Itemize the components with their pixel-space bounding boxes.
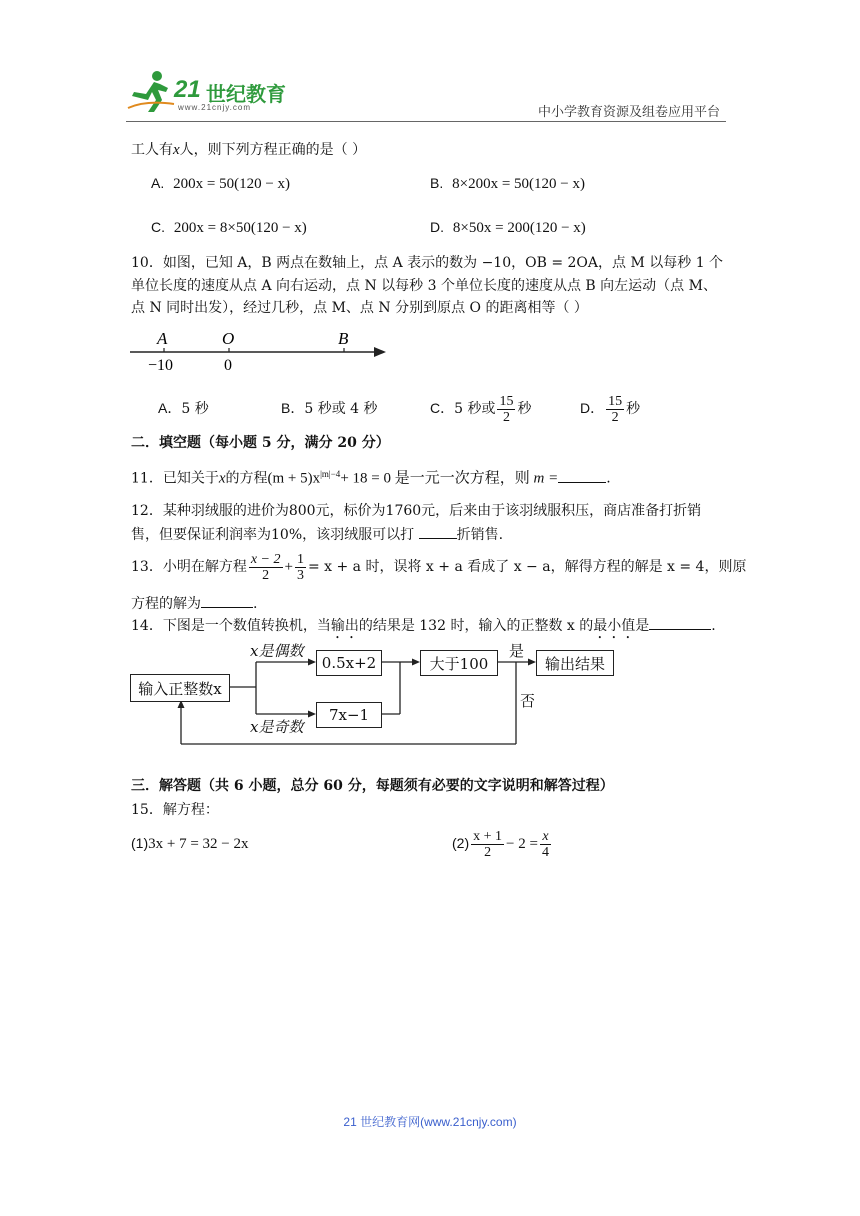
q9-option-b: B. 8×200x = 50(120 − x) xyxy=(430,175,586,192)
section-3-title: 三．解答题（共 6 小题，总分 60 分，每题须有必要的文字说明和解答过程） xyxy=(131,778,614,794)
point-o-label: O xyxy=(222,329,235,348)
point-o-value: 0 xyxy=(224,357,232,374)
q12-answer-blank xyxy=(419,524,457,539)
logo-url: www.21cnjy.com xyxy=(178,103,251,112)
q12-line1: 12．某种羽绒服的进价为800元，标价为1760元，后来由于该羽绒服积压，商店准备打折销 xyxy=(131,503,702,519)
q9-option-a: A. 200x = 50(120 − x) xyxy=(151,175,291,192)
flow-condition-box: 大于100 xyxy=(420,650,498,676)
flowchart xyxy=(128,640,618,750)
logo-text: 世纪教育 xyxy=(206,84,286,106)
q10-line2: 单位长度的速度从点 A 向右运动，点 N 以每秒 3 个单位长度的速度从点 B 向左运动（点 M、 xyxy=(131,278,717,294)
q13-line2: 方程的解为 . xyxy=(131,593,257,614)
point-a-value: −10 xyxy=(148,357,174,374)
q12-line2: 售，但要保证利润率为10%，该羽绒服可以打 折销售. xyxy=(131,524,503,545)
q15-part1: (1)3x + 7 = 32 − 2x xyxy=(131,835,249,852)
q14-answer-blank xyxy=(649,615,711,630)
footer-text: 21 世纪教育网(www.21cnjy.com) xyxy=(343,1115,517,1129)
q11-answer-blank xyxy=(558,468,606,483)
point-a-label: A xyxy=(157,329,168,348)
q9-option-c: C. 200x = 8×50(120 − x) xyxy=(151,219,307,236)
header xyxy=(0,0,860,125)
flow-output-box: 输出结果 xyxy=(536,650,614,676)
logo-number: 21 xyxy=(174,76,201,103)
flow-yes-label: 是 xyxy=(509,642,525,660)
section-2-title: 二．填空题（每小题 5 分，满分 20 分） xyxy=(131,435,390,451)
q11: 11．已知关于x的方程$(m + 5)x^{|m|-4}+ 18 = 0$ 是一元一次方程，则 m = . xyxy=(131,469,611,487)
q10-option-c: C．5 秒或 $\frac{15}{2}$ 秒 xyxy=(430,393,532,425)
point-b-label: B xyxy=(338,329,349,348)
number-line-diagram xyxy=(128,326,390,376)
q10-option-b: B．5 秒或 4 秒 xyxy=(281,400,378,417)
q10-option-d: D． $\frac{15}{2}$ 秒 xyxy=(580,393,641,425)
q15-stem: 15．解方程： xyxy=(131,802,219,818)
q15-part2: (2) $\frac{x + 1}{2}$ − 2 = $\frac{x}{4}$ xyxy=(452,828,549,860)
platform-name: 中小学教育资源及组卷应用平台 xyxy=(538,104,721,119)
flow-input-box: 输入正整数x xyxy=(130,674,230,702)
q9-stem: 工人有x人，则下列方程正确的是（ ） xyxy=(131,142,367,158)
q9-option-d: D. 8×50x = 200(120 − x) xyxy=(430,219,586,236)
q13-line1: 13．小明在解方程 $\frac{x - 2}{2}$ + $\frac{1}{3}$ = x + a 时，误将 x + a 看成了 x − a，解得方程的解是 x = 4，则原 xyxy=(131,551,747,583)
q14-stem: 14．下图是一个数值转换机，当输出的结果是 132 时，输入的正整数 x 的最小值是 . xyxy=(131,615,716,642)
flow-no-label: 否 xyxy=(520,692,536,710)
flow-odd-label: x是奇数 xyxy=(250,718,304,736)
runner-icon xyxy=(126,70,176,114)
flow-even-label: x是偶数 xyxy=(250,642,304,660)
q10-line3: 点 N 同时出发），经过几秒，点 M、点 N 分别到原点 O 的距离相等（ ） xyxy=(131,300,588,316)
q10-line1: 10．如图，已知 A，B 两点在数轴上，点 A 表示的数为 −10，OB = 2OA，点 M 以每秒 1 个 xyxy=(131,255,724,271)
q13-answer-blank xyxy=(201,593,253,608)
number-line-arrow-icon xyxy=(374,347,386,357)
header-rule xyxy=(126,121,726,122)
flow-even-op-box: 0.5x+2 xyxy=(316,650,382,676)
flow-odd-op-box: 7x−1 xyxy=(316,702,382,728)
logo xyxy=(126,70,296,114)
q10-option-a: A．5 秒 xyxy=(158,400,209,417)
